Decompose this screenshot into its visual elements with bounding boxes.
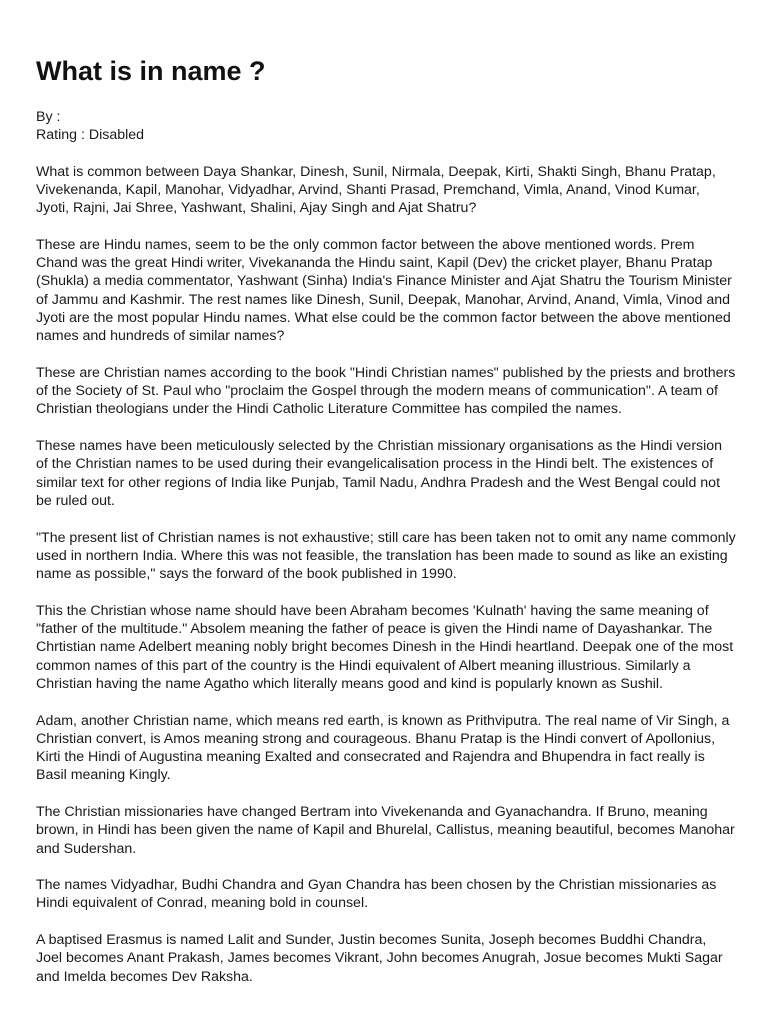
- paragraph: These names have been meticulously selected by the Christian missionary organisations as the Hindi version of the Christian names to be used during their evangelicalisation process in the Hindi belt. The existences of similar text for other regions of India like Punjab, Tamil Nadu, Andhra Pradesh and the West Bengal could not be ruled out.: [36, 438, 723, 509]
- paragraph: These are Christian names according to the book "Hindi Christian names" published by the priests and brothers of the Society of St. Paul who "proclaim the Gospel through the modern means of communication". A team of Christian theologians under the Hindi Catholic Literature Committee has compiled the names.: [36, 364, 736, 418]
- paragraph: The names Vidyadhar, Budhi Chandra and Gyan Chandra has been chosen by the Christian missionaries as Hindi equivalent of Conrad, meaning bold in counsel.: [36, 877, 717, 912]
- rating-line: Rating : Disabled: [36, 127, 145, 144]
- document-title: What is in name ?: [36, 56, 266, 86]
- paragraph: The Christian missionaries have changed Bertram into Vivekenanda and Gyanachandra. If Bruno, meaning brown, in Hindi has been given the name of Kapil and Bhurelal, Callistus, meaning beautiful, becomes Manohar and Sudershan.: [36, 803, 735, 857]
- paragraph: This the Christian whose name should have been Abraham becomes 'Kulnath' having the same meaning of "father of the multitude." Absolem meaning the father of peace is given the Hindi name of Dayashankar. The Chrtistian name Adelbert meaning nobly bright becomes Dinesh in the Hindi heartland. Deepak one of the most common names of this part of the country is the Hindi equivalent of Albert meaning illustrious. Similarly a Christian having the name Agatho which literally means good and kind is popularly known as Sushil.: [36, 602, 734, 692]
- paragraph: Adam, another Christian name, which means red earth, is known as Prithviputra. The real name of Vir Singh, a Christian convert, is Amos meaning strong and courageous. Bhanu Pratap is the Hindi convert of Apollonius, Kirti the Hindi of Augustina meaning Exalted and consecrated and Rajendra and Bhupendra in fact really is Basil meaning Kingly.: [36, 712, 730, 784]
- document-page: [36, 54, 736, 1004]
- paragraph: These are Hindu names, seem to be the only common factor between the above mentioned words. Prem Chand was the great Hindi writer, Vivekananda the Hindu saint, Kapil (Dev) the cricket player, Bhanu Pratap (Shukla) a media commentator, Yashwant (Sinha) India's Finance Minister and Ajat Shatru the Tourism Minister of Jammu and Kashmir. The rest names like Dinesh, Sunil, Deepak, Manohar, Arvind, Anand, Vimla, Vinod and Jyoti are the most popular Hindu names. What else could be the common factor between the above mentioned names and hundreds of similar names?: [36, 236, 732, 345]
- paragraph: What is common between Daya Shankar, Dinesh, Sunil, Nirmala, Deepak, Kirti, Shakti Singh, Bhanu Pratap, Vivekenanda, Kapil, Manohar, Vidyadhar, Arvind, Shanti Prasad, Premchand, Vimla, Anand, Vinod Kumar, Jyoti, Rajni, Jai Shree, Yashwant, Shalini, Ajay Singh and Ajat Shatru?: [36, 163, 716, 217]
- paragraph: A baptised Erasmus is named Lalit and Sunder, Justin becomes Sunita, Joseph becomes Buddhi Chandra, Joel becomes Anant Prakash, James becomes Vikrant, John becomes Anugrah, Josue becomes Mukti Sagar and Imelda becomes Dev Raksha.: [36, 932, 723, 985]
- document-meta: [36, 108, 736, 145]
- author-line: By :: [36, 109, 61, 125]
- paragraph: "The present list of Christian names is not exhaustive; still care has been taken not to omit any name commonly used in northern India. Where this was not feasible, the translation has been made to sound as like an existing name as possible," says the forward of the book published in 1990.: [36, 529, 736, 583]
- article-body: [36, 163, 736, 986]
